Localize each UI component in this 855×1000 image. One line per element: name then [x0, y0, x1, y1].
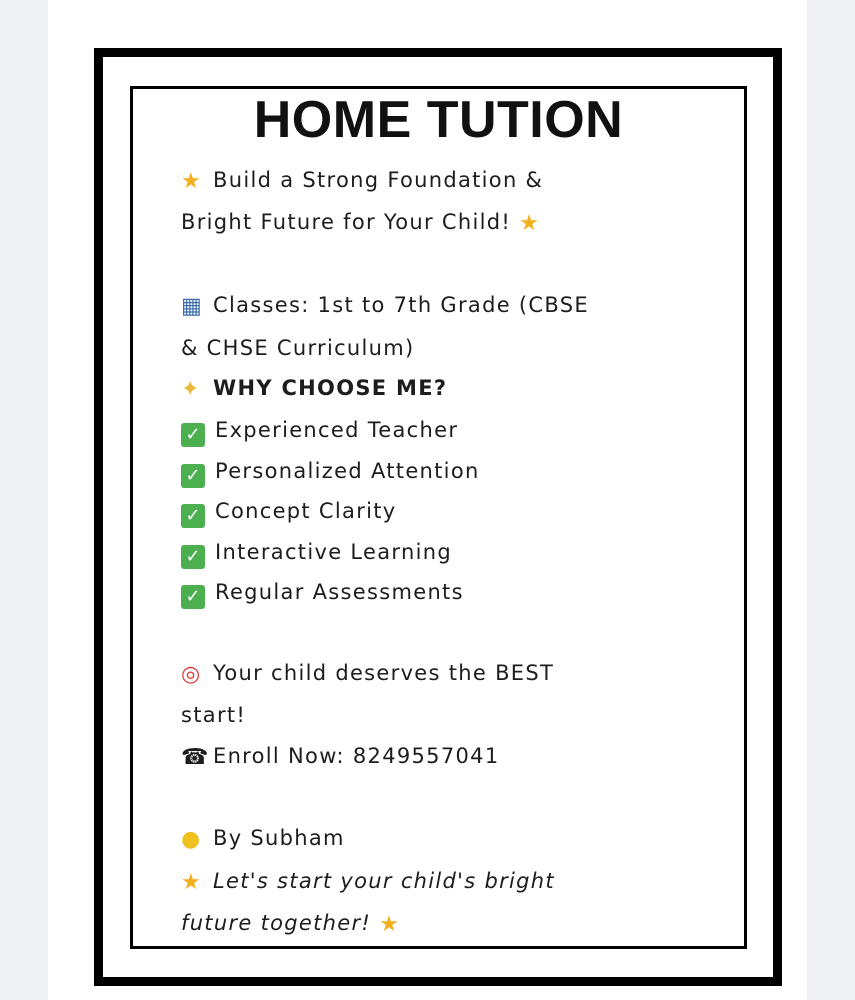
check-icon: ✓	[181, 423, 205, 447]
light-bulb-icon: ●	[181, 827, 202, 853]
tagline-line-2: Bright Future for Your Child! ★	[181, 202, 661, 244]
sparkles-icon: ✦	[181, 377, 201, 403]
benefit-item: ✓ Concept Clarity	[181, 491, 661, 531]
why-heading: ✦ WHY CHOOSE ME?	[181, 368, 661, 410]
target-icon: ◎	[181, 661, 202, 687]
phone-icon: ☎	[181, 744, 210, 770]
spacer	[181, 612, 661, 652]
best-line-2: start!	[181, 703, 247, 728]
spacer	[181, 245, 661, 285]
benefit-item: ✓ Regular Assessments	[181, 572, 661, 612]
benefit-item: ✓ Interactive Learning	[181, 532, 661, 572]
benefit-item: ✓ Personalized Attention	[181, 451, 661, 491]
check-icon: ✓	[181, 464, 205, 488]
star-icon: ★	[181, 169, 203, 194]
best-line-1: ◎ Your child deserves the BEST	[181, 653, 661, 695]
star-icon: ★	[379, 912, 401, 938]
benefit-item: ✓ Experienced Teacher	[181, 410, 661, 450]
enroll-line: ☎ Enroll Now: 8249557041	[181, 736, 661, 778]
star-icon: ★	[181, 869, 203, 895]
star-icon: ★	[519, 211, 541, 237]
classes-line-1: ▦ Classes: 1st to 7th Grade (CBSE	[181, 285, 661, 327]
check-icon: ✓	[181, 504, 205, 528]
tagline-line-1: ★ Build a Strong Foundation &	[181, 160, 661, 202]
spacer	[181, 778, 661, 818]
flyer-title: HOME TUTION	[253, 91, 624, 149]
flyer-body	[181, 160, 661, 946]
closing-line-1: ★ Let's start your child's bright	[181, 861, 661, 903]
author-line: ● By Subham	[181, 818, 661, 860]
classes-line-2: & CHSE Curriculum)	[181, 335, 415, 360]
check-icon: ✓	[181, 545, 205, 569]
books-icon: ▦	[181, 294, 204, 320]
check-icon: ✓	[181, 585, 205, 609]
closing-line-2: future together! ★	[181, 903, 661, 945]
